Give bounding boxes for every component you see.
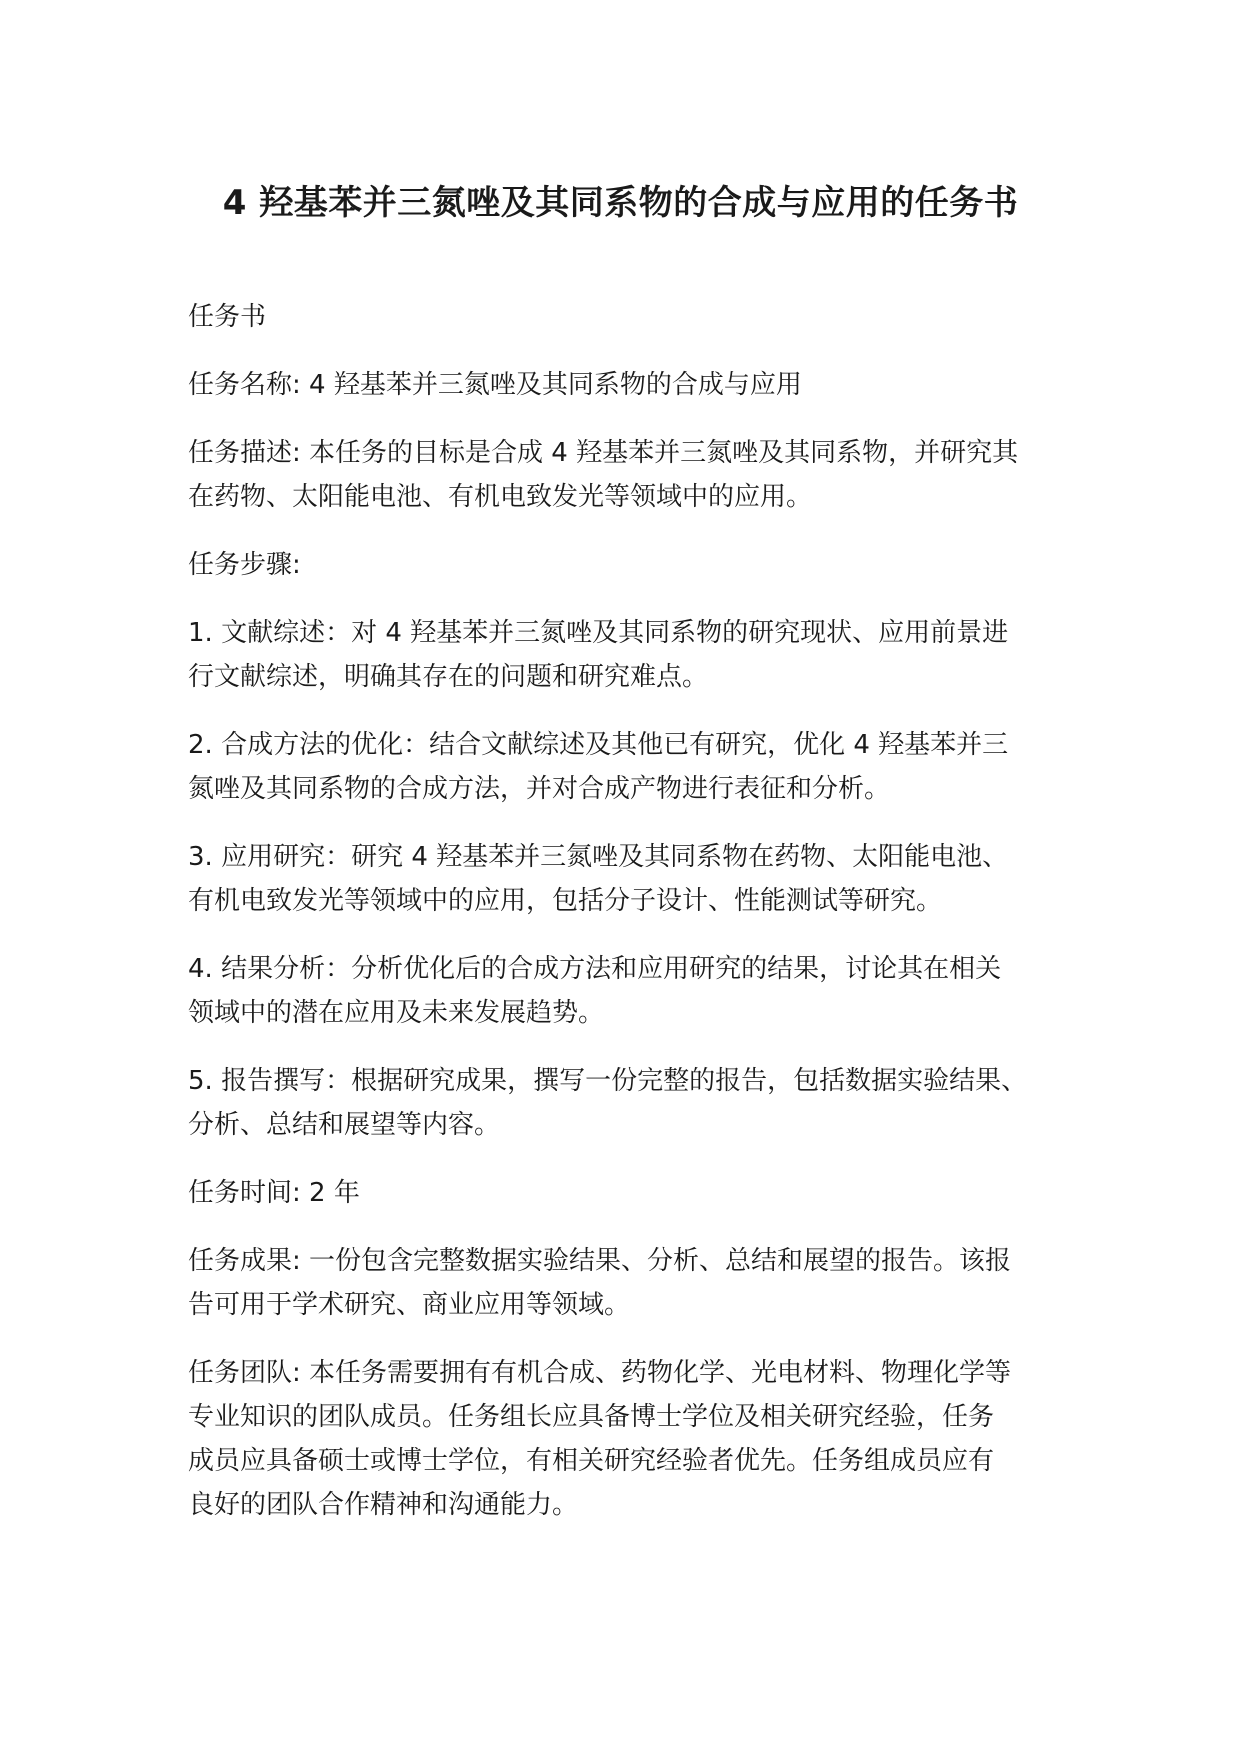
paragraph-line: 专业知识的团队成员。任务组长应具备博士学位及相关研究经验，任务: [188, 1402, 995, 1432]
paragraph-line: 任务步骤:: [188, 550, 301, 580]
paragraph-line: 4. 结果分析：分析优化后的合成方法和应用研究的结果，讨论其在相关: [188, 954, 1002, 984]
paragraph-line: 2. 合成方法的优化：结合文献综述及其他已有研究，优化 4 羟基苯并三: [188, 730, 1009, 760]
paragraph: [188, 295, 1068, 339]
paragraph-line: 行文献综述，明确其存在的问题和研究难点。: [188, 662, 709, 692]
paragraph-line: 5. 报告撰写：根据研究成果，撰写一份完整的报告，包括数据实验结果、: [188, 1066, 1028, 1096]
paragraph: [188, 431, 1068, 519]
paragraph-line: 1. 文献综述：对 4 羟基苯并三氮唑及其同系物的研究现状、应用前景进: [188, 618, 1009, 648]
paragraph-line: 任务成果: 一份包含完整数据实验结果、分析、总结和展望的报告。该报: [188, 1246, 1012, 1276]
paragraph: [188, 1059, 1068, 1147]
paragraph-line: 任务书: [188, 302, 267, 332]
paragraph: [188, 611, 1068, 699]
paragraph-line: 任务时间: 2 年: [188, 1178, 360, 1208]
paragraph: [188, 947, 1068, 1035]
paragraph-line: 3. 应用研究：研究 4 羟基苯并三氮唑及其同系物在药物、太阳能电池、: [188, 842, 1009, 872]
document-body: [188, 295, 1068, 1551]
paragraph: [188, 835, 1068, 923]
paragraph-line: 领域中的潜在应用及未来发展趋势。: [188, 998, 605, 1028]
paragraph: [188, 723, 1068, 811]
document-title: 4 羟基苯并三氮唑及其同系物的合成与应用的任务书: [222, 183, 1019, 223]
paragraph: [188, 363, 1068, 407]
paragraph-line: 任务描述: 本任务的目标是合成 4 羟基苯并三氮唑及其同系物，并研究其: [188, 438, 1019, 468]
paragraph-line: 成员应具备硕士或博士学位，有相关研究经验者优先。任务组成员应有: [188, 1446, 995, 1476]
paragraph: [188, 1239, 1068, 1327]
paragraph-line: 告可用于学术研究、商业应用等领域。: [188, 1290, 631, 1320]
paragraph: [188, 543, 1068, 587]
paragraph: [188, 1351, 1068, 1527]
paragraph-line: 氮唑及其同系物的合成方法，并对合成产物进行表征和分析。: [188, 774, 891, 804]
paragraph: [188, 1171, 1068, 1215]
paragraph-line: 分析、总结和展望等内容。: [188, 1110, 501, 1140]
paragraph-line: 有机电致发光等领域中的应用，包括分子设计、性能测试等研究。: [188, 886, 943, 916]
paragraph-line: 在药物、太阳能电池、有机电致发光等领域中的应用。: [188, 482, 813, 512]
paragraph-line: 良好的团队合作精神和沟通能力。: [188, 1490, 579, 1520]
paragraph-line: 任务名称: 4 羟基苯并三氮唑及其同系物的合成与应用: [188, 370, 802, 400]
paragraph-line: 任务团队: 本任务需要拥有有机合成、药物化学、光电材料、物理化学等: [188, 1358, 1012, 1388]
